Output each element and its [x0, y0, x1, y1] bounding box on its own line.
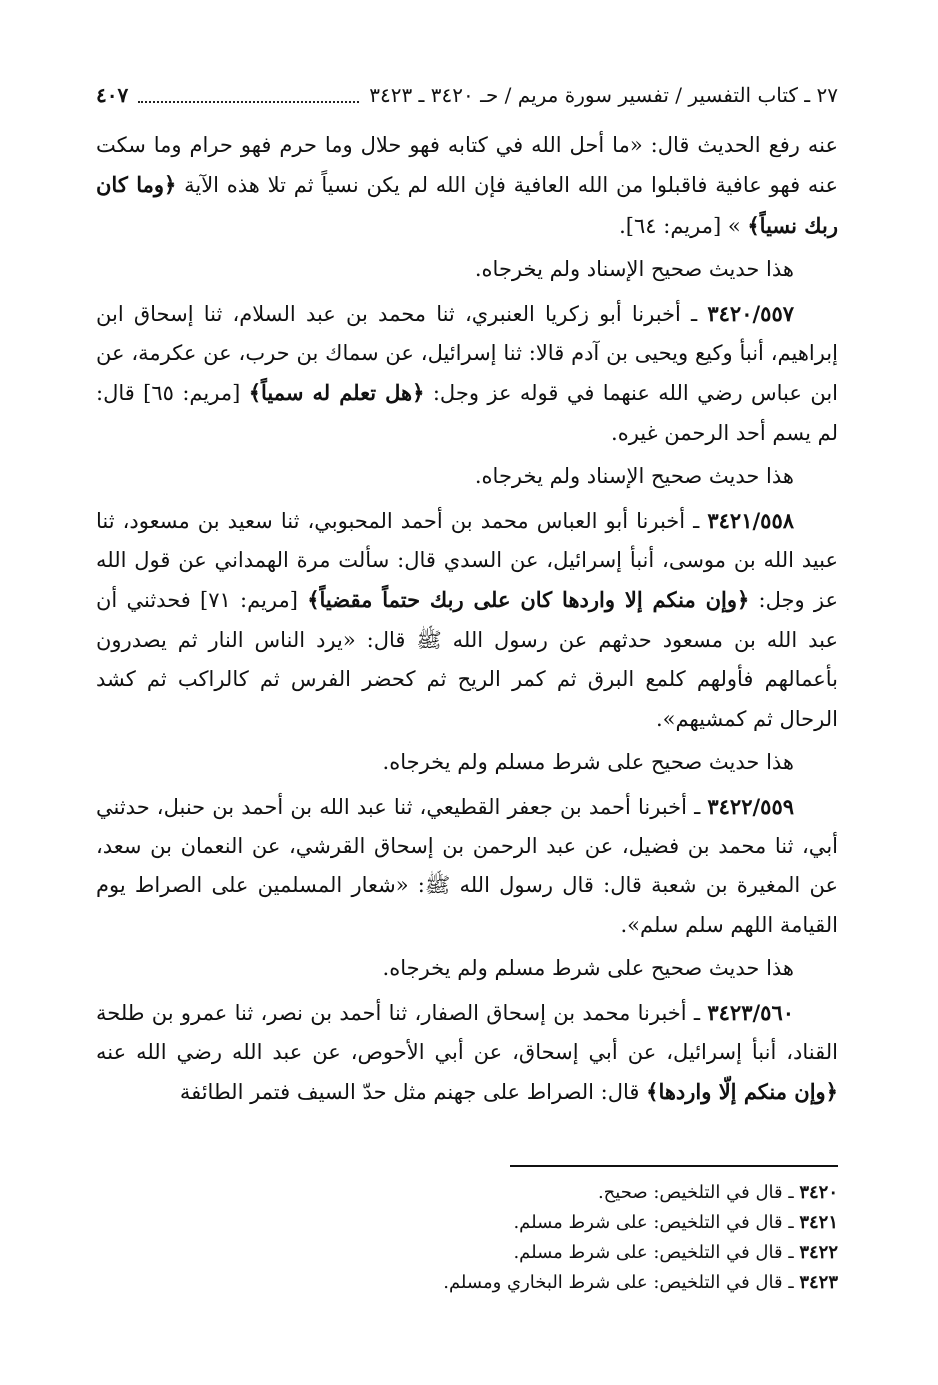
footnote-text: ـ قال في التلخيص: على شرط البخاري ومسلم. — [443, 1272, 800, 1293]
footnote — [96, 1208, 838, 1238]
verdict-4: هذا حديث صحيح على شرط مسلم ولم يخرجاه. — [382, 956, 794, 981]
header-title: ٢٧ ـ كتاب التفسير / تفسير سورة مريم / حـ ٣٤٢٠ ـ ٣٤٢٣ — [369, 83, 838, 107]
footnote-text: ـ قال في التلخيص: على شرط مسلم. — [513, 1242, 800, 1263]
verdict-1: هذا حديث صحيح الإسناد ولم يخرجاه. — [474, 257, 794, 282]
hadith-3423 — [96, 993, 838, 1113]
hadith-number: ٣٤٢٠/٥٥٧ — [707, 300, 794, 326]
paragraph-text: قال: الصراط على جهنم مثل حدّ السيف فتمر الطائفة — [179, 1080, 647, 1105]
footnote-text: ـ قال في التلخيص: على شرط مسلم. — [513, 1212, 800, 1233]
hadith-number: ٣٤٢٣/٥٦٠ — [707, 999, 794, 1025]
footnote-text: ـ قال في التلخيص: صحيح. — [597, 1182, 800, 1203]
footnote-number: ٣٤٢٣ — [799, 1272, 838, 1293]
footnote — [96, 1268, 838, 1298]
quran-quote: ﴿وإن منكم إلا واردها كان على ربك حتماً مقضياً﴾ — [307, 587, 750, 613]
paragraph-text: [مريم: ٦٥] قال: لم يسم أحد الرحمن غيره. — [96, 381, 838, 445]
paragraph-text: ـ أخبرنا أبو العباس محمد بن أحمد المحبوبي، ثنا سعيد بن مسعود، ثنا عبيد الله بن موسى، أنبأ إسرائيل، عن السدي قال: سألت مرة الهمداني عن قول الله عز وجل: — [96, 508, 838, 613]
hadith-3422 — [96, 787, 838, 946]
paragraph-text: ـ أخبرنا أبو زكريا العنبري، ثنا محمد بن عبد السلام، ثنا إسحاق ابن إبراهيم، أنبأ وكيع ويحيى بن آدم قالا: ثنا إسرائيل، عن سماك بن حرب، عن عكرمة، عن ابن عباس رضي الله عنهما في قوله عز وجل: — [96, 301, 838, 406]
hadith-number: ٣٤٢٢/٥٥٩ — [707, 793, 794, 819]
quran-quote: ﴿هل تعلم له سمياً﴾ — [248, 380, 425, 406]
footnote — [96, 1178, 838, 1208]
hadith-3420 — [96, 294, 838, 454]
quran-quote: ﴿وإن منكم إلّا واردها﴾ — [646, 1079, 838, 1105]
header-dot-leader — [138, 87, 359, 103]
verdict-3: هذا حديث صحيح على شرط مسلم ولم يخرجاه. — [382, 750, 794, 775]
footnotes — [96, 1178, 838, 1298]
paragraph-text: ـ أخبرنا أحمد بن جعفر القطيعي، ثنا عبد الله بن أحمد بن حنبل، حدثني أبي، ثنا محمد بن فضيل، عن عبد الرحمن بن إسحاق القرشي، عن النعمان بن سعد، عن المغيرة بن شعبة قال: قال رسول الله ﷺ: «شعار المسلمين على الصراط يوم القيامة اللهم سلم سلم». — [96, 794, 838, 937]
footnote-separator — [510, 1165, 838, 1167]
paragraph-text: [مريم: ٧١] فحدثني أن عبد الله بن مسعود حدثهم عن رسول الله ﷺ قال: «يرد الناس النار ثم يصدرون بأعمالهم فأولهم كلمع البرق ثم كمر الريح ثم كحضر الفرس ثم كالراكب ثم كشد الرحال ثم كمشيهم». — [96, 588, 838, 731]
footnote-number: ٣٤٢٢ — [799, 1242, 838, 1263]
running-header — [96, 80, 838, 110]
footnote — [96, 1238, 838, 1268]
paragraph-text: ـ أخبرنا محمد بن إسحاق الصفار، ثنا أحمد بن نصر، ثنا عمرو بن طلحة القناد، أنبأ إسرائيل، عن أبي إسحاق، عن أبي الأحوص، عن عبد الله رضي الله عنه — [96, 1000, 838, 1064]
hadith-3421 — [96, 501, 838, 739]
main-text — [96, 126, 838, 1117]
paragraph-1 — [96, 126, 838, 246]
paragraph-text: » [مريم: ٦٤]. — [619, 213, 748, 238]
hadith-number: ٣٤٢١/٥٥٨ — [707, 507, 794, 533]
page-number: ٤٠٧ — [96, 83, 129, 107]
footnote-number: ٣٤٢٠ — [799, 1182, 838, 1203]
quran-quote: ﴿وما كان ربك نسياً﴾ — [96, 172, 838, 238]
verdict-2: هذا حديث صحيح الإسناد ولم يخرجاه. — [474, 464, 794, 489]
footnote-number: ٣٤٢١ — [799, 1212, 838, 1233]
paragraph-text: عنه رفع الحديث قال: «ما أحل الله في كتابه فهو حلال وما حرم فهو حرام وما سكت عنه فهو عافية فاقبلوا من الله العافية فإن الله لم يكن نسياً ثم تلا هذه الآية — [96, 133, 838, 198]
